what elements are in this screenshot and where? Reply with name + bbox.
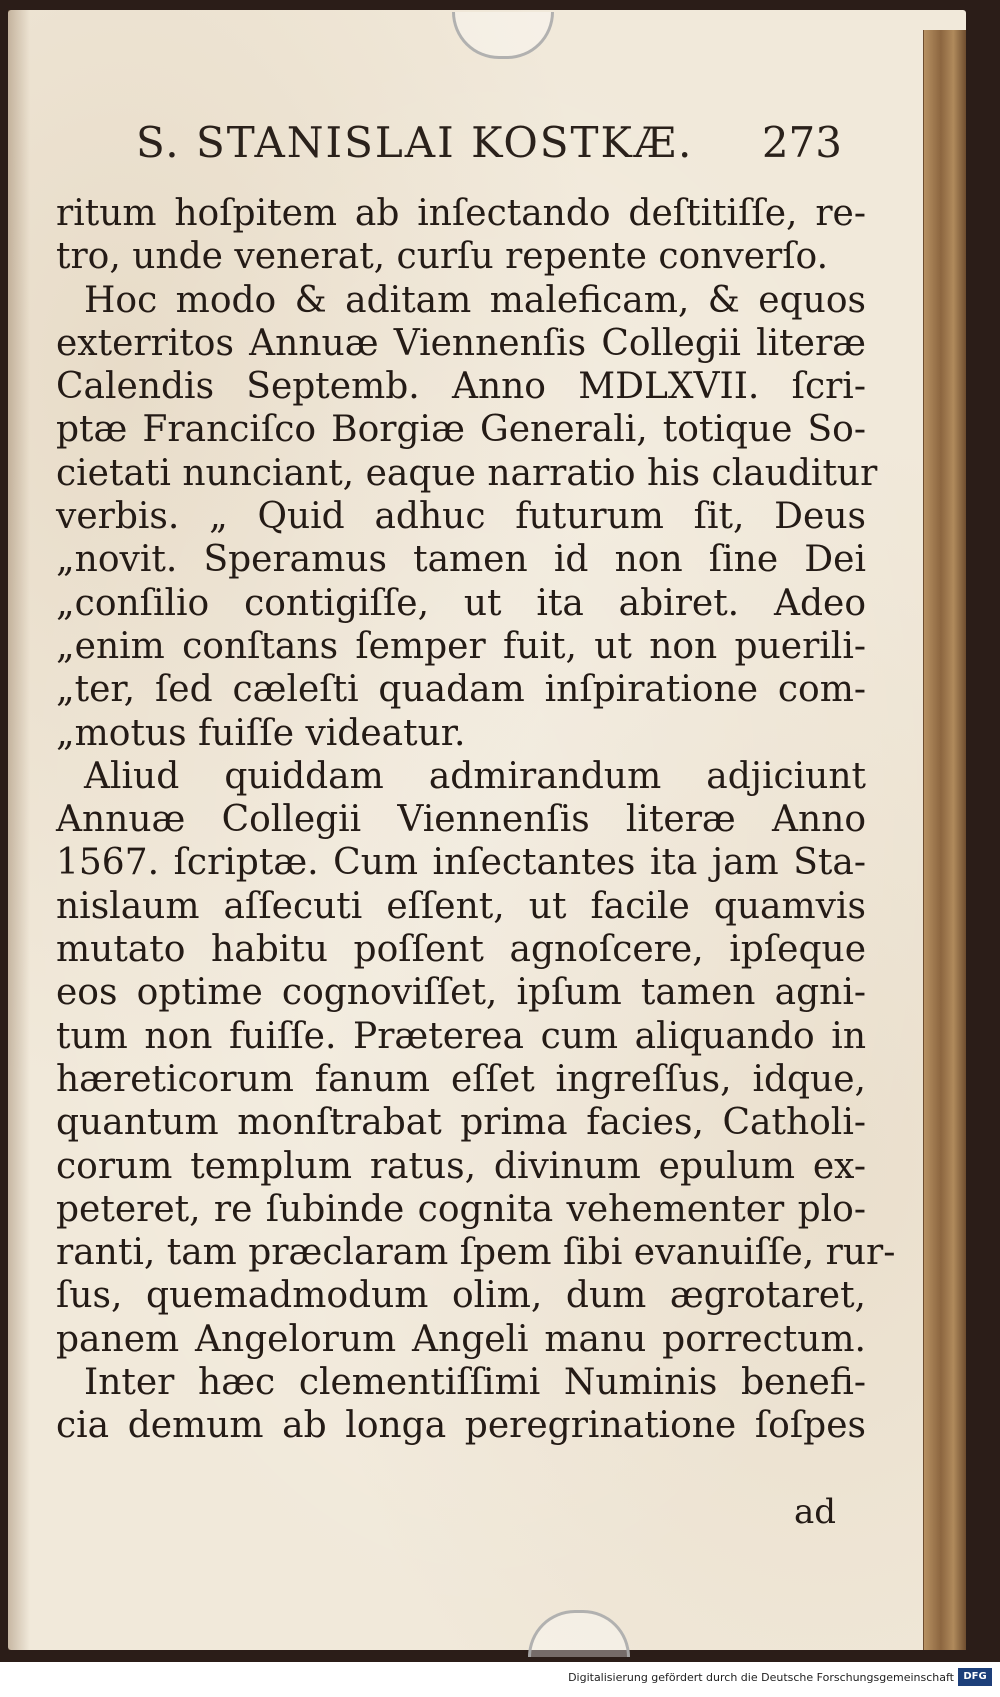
digitization-footer [0, 1662, 1000, 1697]
page-clip-bottom [528, 1610, 630, 1657]
text-line: verbis. „ Quid adhuc futurum ſit, Deus [56, 496, 866, 538]
text-line: ranti, tam præclaram ſpem ſibi evanuiſſe, rur- [56, 1232, 896, 1274]
book-page [8, 10, 966, 1650]
text-line: mutato habitu poſſent agnoſcere, ipſeque [56, 929, 866, 971]
text-line: „enim conſtans ſemper fuit, ut non puerili- [56, 625, 866, 667]
text-line: cietati nunciant, eaque narratio his clauditur [56, 452, 878, 494]
text-line: hæreticorum fanum eſſet ingreſſus, idque, [56, 1058, 866, 1100]
text-line: „ter, ſed cæleſti quadam inſpiratione com- [56, 669, 866, 711]
text-line: quantum monſtrabat prima facies, Catholi- [56, 1102, 866, 1144]
text-line: exterritos Annuæ Viennenſis Collegii literæ [56, 322, 866, 364]
text-line: ptæ Franciſco Borgiæ Generali, totique So- [56, 409, 866, 451]
text-line: 1567. ſcriptæ. Cum inſectantes ita jam Sta- [56, 842, 866, 884]
text-line: corum templum ratus, divinum epulum ex- [56, 1145, 866, 1187]
text-line: Annuæ Collegii Viennenſis literæ Anno [56, 799, 866, 841]
text-line: Hoc modo & aditam maleficam, & equos [84, 279, 866, 321]
text-line: Aliud quiddam admirandum adjiciunt [84, 755, 866, 797]
text-line: ritum hoſpitem ab inſectando deſtitiſſe, re- [56, 193, 866, 234]
text-line: panem Angelorum Angeli manu porrectum. [56, 1318, 866, 1360]
text-line: Calendis Septemb. Anno MDLXVII. ſcri- [56, 366, 866, 408]
text-line: „motus fuiſſe videatur. [56, 712, 466, 754]
page-edge [923, 30, 966, 1650]
dfg-logo: DFG [958, 1668, 992, 1686]
page-clip-top [452, 12, 554, 59]
body-text [56, 192, 896, 1448]
funding-credit: Digitalisierung gefördert durch die Deutsche Forschungsgemeinschaft [568, 1671, 954, 1684]
text-line: „conſilio contigiſſe, ut ita abiret. Adeo [56, 582, 866, 624]
running-head: S. STANISLAI KOSTKÆ. [136, 118, 694, 167]
page-number: 273 [761, 118, 842, 167]
catchword: ad [793, 1492, 836, 1532]
text-line: „novit. Speramus tamen id non ſine Dei [56, 539, 866, 581]
text-line: cia demum ab longa peregrinatione ſoſpes [56, 1405, 866, 1447]
page-header [136, 118, 842, 178]
page-gutter [8, 10, 30, 1650]
text-line: ſus, quemadmodum olim, dum ægrotaret, [56, 1275, 866, 1317]
text-line: peteret, re ſubinde cognita vehementer plo- [56, 1188, 866, 1230]
text-line: Inter hæc clementiſſimi Numinis benefi- [84, 1362, 866, 1404]
text-line: nislaum aſſecuti eſſent, ut facile quamvis [56, 885, 866, 927]
text-line: eos optime cognoviſſet, ipſum tamen agni- [56, 972, 866, 1014]
text-line: tum non fuiſſe. Præterea cum aliquando in [56, 1015, 866, 1057]
text-line: tro, unde venerat, curſu repente converſo. [56, 236, 829, 278]
